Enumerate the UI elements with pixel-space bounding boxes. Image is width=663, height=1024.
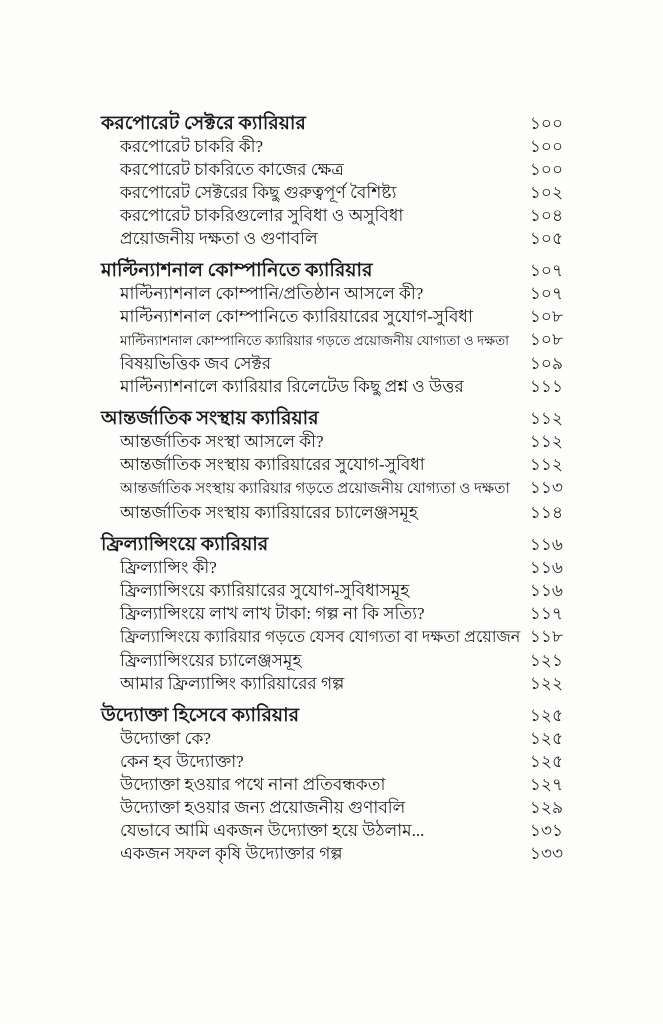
toc-item (101, 282, 563, 305)
toc-section-header-row (101, 259, 563, 282)
toc-item-page-number: ১৩৩ (529, 844, 563, 863)
toc-item (101, 227, 563, 250)
toc-item-page-number: ১২৯ (529, 798, 563, 817)
toc-item-label: ফ্রিল্যান্সিংয়ে ক্যারিয়ারের সুযোগ-সুবিধাসমূহ (120, 581, 410, 600)
toc-item (101, 625, 563, 649)
toc-item-label: আন্তর্জাতিক সংস্থা আসলে কী? (120, 432, 324, 451)
toc-section-items (101, 727, 563, 865)
toc-section-page-number: ১০০ (529, 114, 563, 133)
toc-item-page-number: ১১১ (529, 377, 563, 396)
toc-item (101, 476, 563, 501)
toc-section (101, 112, 563, 250)
toc-item-label: আন্তর্জাতিক সংস্থায় ক্যারিয়ারের সুযোগ-সুবিধা (120, 455, 425, 474)
toc-item-page-number: ১২৫ (529, 752, 563, 771)
toc-item-label: ফ্রিল্যান্সিংয়ে ক্যারিয়ার গড়তে যেসব যোগ্যতা বা দক্ষতা প্রয়োজন (120, 629, 521, 646)
toc-item-page-number: ১১২ (529, 455, 563, 474)
toc-item-label: মাল্টিন্যাশনাল কোম্পানি/প্রতিষ্ঠান আসলে কী? (120, 284, 424, 303)
toc-item-page-number: ১০৮ (529, 330, 563, 349)
toc-item-label: উদ্যোক্তা হওয়ার জন্য প্রয়োজনীয় গুণাবলি (120, 798, 406, 817)
toc-item-label: করপোরেট চাকরিতে কাজের ক্ষেত্র (120, 160, 344, 179)
toc-item (101, 556, 563, 579)
toc-item (101, 158, 563, 181)
toc-item (101, 602, 563, 625)
toc-item-page-number: ১১৩ (529, 478, 563, 497)
toc-item (101, 672, 563, 695)
toc-section-title: করপোরেট সেক্টরে ক্যারিয়ার (101, 113, 306, 134)
toc-section (101, 407, 563, 524)
toc-section-header-row (101, 112, 563, 135)
toc-item-label: করপোরেট চাকরিগুলোর সুবিধা ও অসুবিধা (120, 206, 404, 225)
toc-item (101, 842, 563, 865)
toc-item-label: কেন হব উদ্যোক্তা? (120, 752, 244, 771)
toc-item (101, 727, 563, 750)
toc-section-page-number: ১২৫ (529, 706, 563, 725)
toc-item-page-number: ১২৭ (529, 775, 563, 794)
toc-item (101, 579, 563, 602)
toc-item-label: একজন সফল কৃষি উদ্যোক্তার গল্প (120, 844, 343, 863)
toc-section-items (101, 556, 563, 695)
toc-item (101, 375, 563, 398)
toc-item-label: প্রয়োজনীয় দক্ষতা ও গুণাবলি (120, 229, 318, 248)
toc-item-label: মাল্টিন্যাশনালে ক্যারিয়ার রিলেটেড কিছু প্রশ্ন ও উত্তর (120, 377, 464, 396)
toc-section (101, 704, 563, 865)
toc-item-page-number: ১০৯ (529, 354, 563, 373)
toc-item-label: করপোরেট সেক্টরের কিছু গুরুত্বপূর্ণ বৈশিষ্ট্য (120, 183, 397, 202)
toc-item (101, 430, 563, 453)
toc-item-page-number: ১০৫ (529, 229, 563, 248)
toc-item-label: বিষয়ভিত্তিক জব সেক্টর (120, 354, 272, 373)
toc-item-page-number: ১২২ (529, 674, 563, 693)
toc-section-title: মাল্টিন্যাশনাল কোম্পানিতে ক্যারিয়ার (101, 260, 373, 281)
toc-item-label: উদ্যোক্তা হওয়ার পথে নানা প্রতিবন্ধকতা (120, 775, 386, 794)
toc-section (101, 259, 563, 398)
toc-item-page-number: ১০৪ (529, 206, 563, 225)
toc-section-title: উদ্যোক্তা হিসেবে ক্যারিয়ার (101, 705, 300, 726)
toc-item-label: আমার ফ্রিল্যান্সিং ক্যারিয়ারের গল্প (120, 674, 345, 693)
toc-section-page-number: ১০৭ (529, 261, 563, 280)
toc-section-header-row (101, 533, 563, 556)
toc-item-page-number: ১০০ (529, 160, 563, 179)
toc-item (101, 135, 563, 158)
toc-section-page-number: ১১৬ (529, 535, 563, 554)
toc-item-page-number: ১১৭ (529, 604, 563, 623)
toc-item-page-number: ১০০ (529, 137, 563, 156)
toc-item-label: মাল্টিন্যাশনাল কোম্পানিতে ক্যারিয়ারের সুযোগ-সুবিধা (120, 307, 473, 326)
toc-item-label: যেভাবে আমি একজন উদ্যোক্তা হয়ে উঠলাম... (120, 821, 425, 840)
toc-item (101, 501, 563, 524)
toc-item-label: আন্তর্জাতিক সংস্থায় ক্যারিয়ার গড়তে প্রয়োজনীয় যোগ্যতা ও দক্ষতা (120, 481, 510, 497)
toc-section-title: ফ্রিল্যান্সিংয়ে ক্যারিয়ার (101, 534, 269, 555)
toc-item (101, 305, 563, 328)
toc-item-label: করপোরেট চাকরি কী? (120, 137, 264, 156)
toc-item (101, 773, 563, 796)
toc-section-items (101, 430, 563, 524)
toc-item-page-number: ১২১ (529, 651, 563, 670)
toc-item-page-number: ১১৬ (529, 558, 563, 577)
toc-item-page-number: ১০৭ (529, 284, 563, 303)
toc-section-items (101, 135, 563, 250)
toc-section-header-row (101, 407, 563, 430)
toc-item (101, 204, 563, 227)
table-of-contents (101, 112, 563, 865)
toc-item-page-number: ১১৪ (529, 503, 563, 522)
toc-item-label: আন্তর্জাতিক সংস্থায় ক্যারিয়ারের চ্যালেঞ্জসমূহ (120, 503, 418, 522)
toc-item (101, 352, 563, 375)
toc-item-page-number: ১৩১ (529, 821, 563, 840)
toc-item (101, 819, 563, 842)
toc-section-title: আন্তর্জাতিক সংস্থায় ক্যারিয়ার (101, 408, 319, 429)
toc-item-label: ফ্রিল্যান্সিং কী? (120, 558, 217, 577)
toc-item (101, 796, 563, 819)
toc-item-page-number: ১১২ (529, 432, 563, 451)
toc-item (101, 181, 563, 204)
toc-section-header-row (101, 704, 563, 727)
toc-item (101, 649, 563, 672)
toc-item-page-number: ১০৮ (529, 307, 563, 326)
toc-item-page-number: ১১৮ (529, 627, 563, 646)
toc-section-page-number: ১১২ (529, 409, 563, 428)
toc-item (101, 328, 563, 352)
toc-item-label: মাল্টিন্যাশনাল কোম্পানিতে ক্যারিয়ার গড়তে প্রয়োজনীয় যোগ্যতা ও দক্ষতা (120, 333, 510, 348)
toc-item-label: ফ্রিল্যান্সিংয়ে লাখ লাখ টাকা: গল্প না কি সত্যি? (120, 604, 425, 623)
toc-item (101, 750, 563, 773)
toc-section-items (101, 282, 563, 398)
toc-item-page-number: ১২৫ (529, 729, 563, 748)
toc-item-label: ফ্রিল্যান্সিংয়ের চ্যালেঞ্জসমূহ (120, 651, 302, 670)
toc-item-page-number: ১১৬ (529, 581, 563, 600)
toc-item (101, 453, 563, 476)
toc-item-label: উদ্যোক্তা কে? (120, 729, 211, 748)
toc-section (101, 533, 563, 695)
toc-item-page-number: ১০২ (529, 183, 563, 202)
